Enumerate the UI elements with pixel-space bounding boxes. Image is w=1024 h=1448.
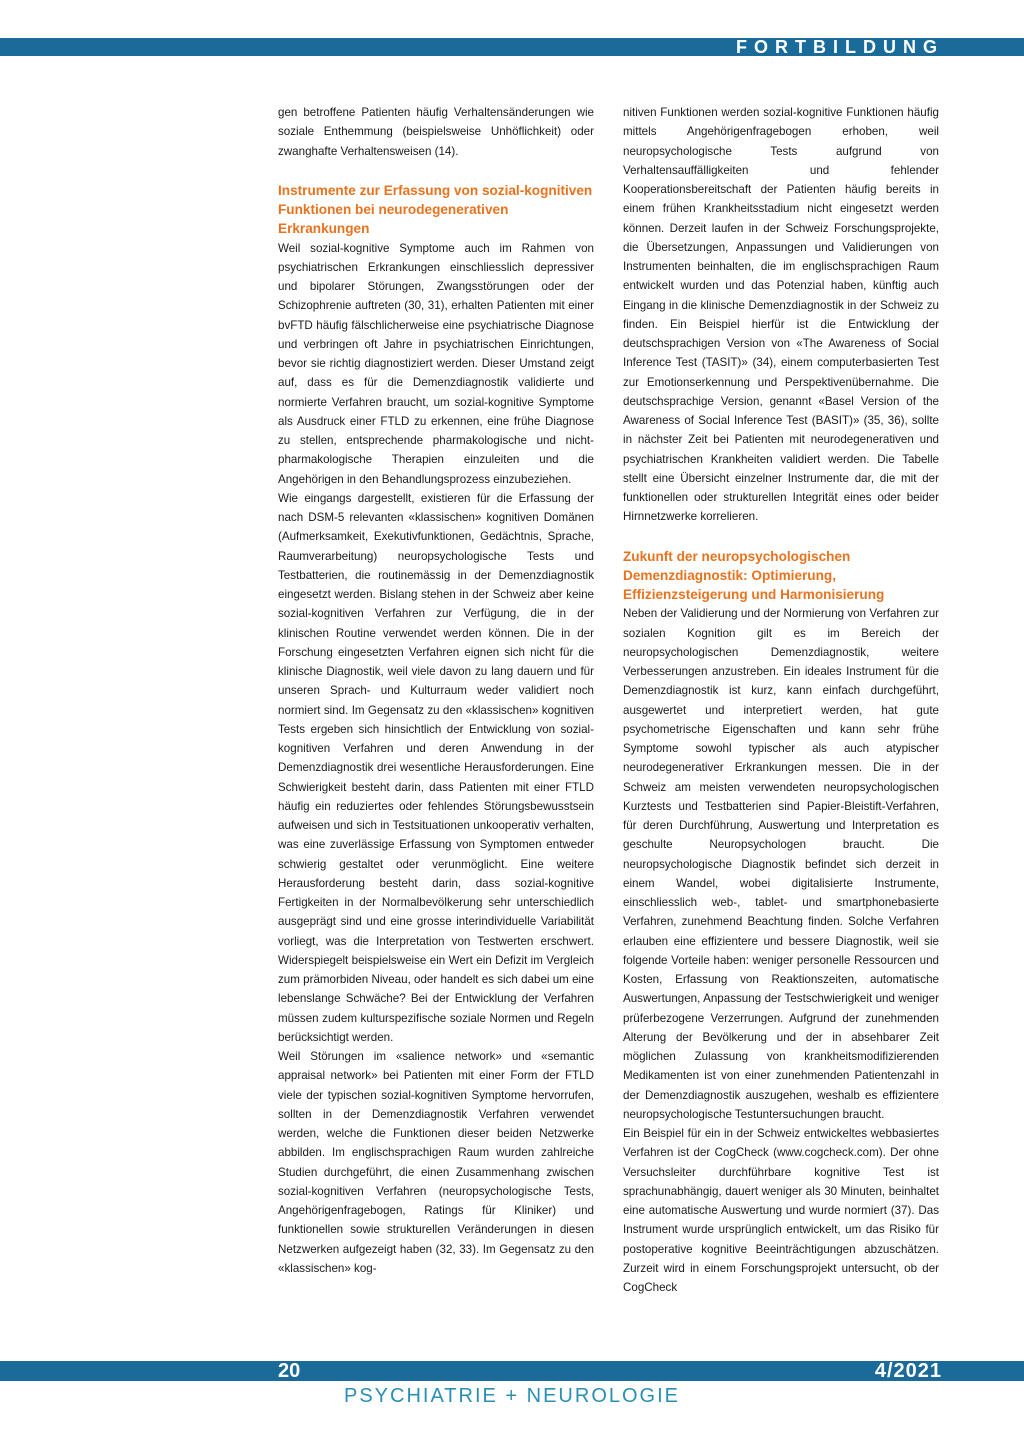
right-column (623, 103, 939, 1297)
paragraph: Neben der Validierung und der Normierung von Verfahren zur sozialen Kognition gilt es im Bereich der neuropsychologischen Demenzdiagnostik, weitere Verbesserungen anzustreben. Ein ideales Instrument für die Demenzdiagnostik ist kurz, kann einfach durchgeführt, ausgewertet und interpretiert werden, hat gute psychometrische Eigenschaften und kann sehr frühe Symptome sowohl typischer als auch atypischer neurodegenerativer Erkrankungen messen. Die in der Schweiz am meisten verwendeten neuropsychologischen Kurztests und Testbatterien sind Papier-Bleistift-Verfahren, für deren Durchführung, Auswertung und Interpretation es geschulte Neuropsychologen braucht. Die neuropsychologische Diagnostik befindet sich derzeit in einem Wandel, wobei digitalisierte Instrumente, einschliesslich web-, tablet- und smartphonebasierte Verfahren, zunehmend Beachtung finden. Solche Verfahren erlauben eine effizientere und bessere Diagnostik, weil sie folgende Vorteile haben: weniger personelle Ressourcen und Kosten, Erfassung von Reaktionszeiten, automatische Auswertungen, Anpassung der Testschwierigkeit und weniger prüferbezogene Verzerrungen. Aufgrund der zunehmenden Alterung der Bevölkerung und der in absehbarer Zeit möglichen Zulassung von krankheitsmodifizierenden Medikamenten ist von einer zunehmenden Patientenzahl in der Demenzdiagnostik auszugehen, weshalb es effizientere neuropsychologische Testuntersuchungen braucht. (623, 607, 939, 1121)
paragraph: Wie eingangs dargestellt, existieren für die Erfassung der nach DSM-5 relevanten «klassischen» kognitiven Domänen (Aufmerksamkeit, Exekutivfunktionen, Gedächtnis, Sprache, Raumverarbeitung) neuropsychologische Tests und Testbatterien, die routinemässig in der Demenzdiagnostik eingesetzt werden. Bislang stehen in der Schweiz aber keine sozial-kognitiven Verfahren zur Verfügung, die in der klinischen Routine verwendet werden können. Die in der Forschung eingesetzten Verfahren eignen sich nicht für die klinische Diagnostik, weil viele davon zu lang dauern und für unseren Sprach- und Kulturraum weder validiert noch normiert sind. Im Gegensatz zu den «klassischen» kognitiven Tests ergeben sich hinsichtlich der Entwicklung von sozial-kognitiven Verfahren und deren Anwendung in der Demenzdiagnostik drei wesentliche Herausforderungen. Eine Schwierigkeit besteht darin, dass Patienten mit einer FTLD häufig ein reduziertes oder fehlendes Störungsbewusstsein aufweisen und sich in Testsituationen unkooperativ verhalten, was eine zuverlässige Erfassung von Symptomen entweder schwierig gestaltet oder verunmöglicht. Eine weitere Herausforderung besteht darin, dass sozial-kognitive Fertigkeiten in der Normalbevölkerung sehr unterschiedlich ausgeprägt sind und eine grosse interindividuelle Variabilität vorliegt, was die Interpretation von Testwerten erschwert. Widerspiegelt beispielsweise ein Wert ein Defizit im Vergleich zum prämorbiden Niveau, oder handelt es sich dabei um eine lebenslange Schwäche? Bei der Entwicklung der Verfahren müssen zudem kulturspezifische soziale Normen und Regeln berücksichtigt werden. (278, 491, 594, 1044)
paragraph: Weil sozial-kognitive Symptome auch im Rahmen von psychiatrischen Erkrankungen einschliesslich depressiver und bipolarer Störungen, Zwangsstörungen oder der Schizophrenie auftreten (30, 31), erhalten Patienten mit einer bvFTD häufig fälschlicherweise eine psychiatrische Diagnose und verbringen oft Jahre in psychiatrischen Einrichtungen, bevor sie richtig diagnostiziert werden. Dieser Umstand zeigt auf, dass es für die Demenzdiagnostik validierte und normierte Verfahren braucht, um sozial-kognitive Symptome als Ausdruck einer FTLD zu erkennen, eine frühe Diagnose zu stellen, entsprechende pharmakologische und nicht-pharmakologische Therapien einzuleiten und die Angehörigen in den Behandlungsprozess einzubeziehen. (278, 241, 594, 486)
section-heading: Zukunft der neuropsychologischen Demenzdiagnostik: Optimierung, Effizienzsteigerung und Harmonisierung (623, 548, 885, 602)
journal-title: PSYCHIATRIE + NEUROLOGIE (343, 1385, 681, 1407)
paragraph: Weil Störungen im «salience network» und «semantic appraisal network» bei Patienten mit einer Form der FTLD viele der typischen sozial-kognitiven Symptome hervorrufen, sollten in der Demenzdiagnostik Verfahren verwendet werden, welche die Funktionen dieser beiden Netzwerke abbilden. Im englischsprachigen Raum wurden zahlreiche Studien durchgeführt, die einen Zusammenhang zwischen sozial-kognitiven Verfahren (neuropsychologische Tests, Angehörigenfragebogen, Ratings für Kliniker) und funktionellen sowie strukturellen Veränderungen in diesen Netzwerken aufgezeigt haben (32, 33). Im Gegensatz zu den «klassischen» kog- (278, 1050, 594, 1275)
section-heading: Instrumente zur Erfassung von sozial-kognitiven Funktionen bei neurodegenerativen Erkrankungen (278, 182, 593, 237)
paragraph: nitiven Funktionen werden sozial-kognitive Funktionen häufig mittels Angehörigenfragebogen erhoben, weil neuropsychologische Tests aufgrund von Verhaltensauffälligkeiten und fehlender Kooperationsbereitschaft der Patienten häufig bereits in einem frühen Krankheitsstadium nicht eingesetzt werden können. Derzeit laufen in der Schweiz Forschungsprojekte, die Übersetzungen, Anpassungen und Validierungen von Instrumenten beinhalten, die im englischsprachigen Raum entwickelt wurden und das Potenzial haben, künftig auch Eingang in die klinische Demenzdiagnostik in der Schweiz zu finden. Ein Beispiel hierfür ist die Entwicklung der deutschsprachigen Version von «The Awareness of Social Inference Test (TASIT)» (34), einem computerbasierten Test zur Emotionserkennung und Perspektivenübernahme. Die deutschsprachige Version, genannt «Basel Version of the Awareness of Social Inference Test (BASIT)» (35, 36), sollte in nächster Zeit bei Patienten mit neurodegenerativen und psychiatrischen Krankheiten validiert werden. Die Tabelle stellt eine Übersicht einzelner Instrumente dar, die mit der funktionellen oder strukturellen Integrität eines oder beider Hirnnetzwerke korrelieren. (623, 106, 939, 524)
paragraph: Ein Beispiel für ein in der Schweiz entwickeltes webbasiertes Verfahren ist der CogCheck (www.cogcheck.com). Der ohne Versuchsleiter durchführbare kognitive Test ist sprachunabhängig, dauert weniger als 30 Minuten, beinhaltet eine automatische Auswertung und wurde normiert (37). Das Instrument wurde ursprünglich entwickelt, um das Risiko für postoperative kognitive Beeinträchtigungen abzuschätzen. Zurzeit wird in einem Forschungsprojekt untersucht, ob der CogCheck (623, 1127, 939, 1294)
left-column (278, 103, 594, 1278)
issue-label: 4/2021 (874, 1360, 942, 1382)
page-number: 20 (278, 1360, 301, 1382)
footer-bar (0, 1361, 1024, 1381)
section-label: FORTBILDUNG (736, 37, 944, 57)
paragraph: gen betroffene Patienten häufig Verhaltensänderungen wie soziale Enthemmung (beispielsweise Unhöflichkeit) oder zwanghafte Verhaltensweisen (14). (278, 106, 594, 158)
